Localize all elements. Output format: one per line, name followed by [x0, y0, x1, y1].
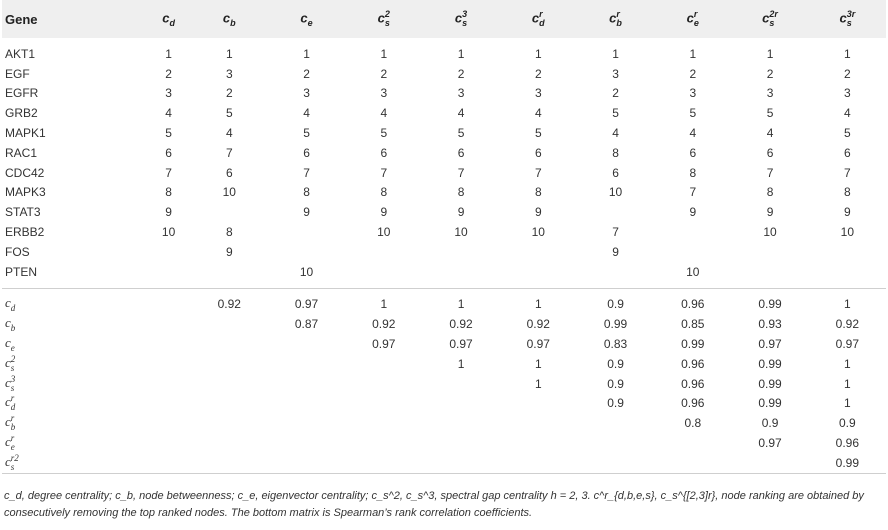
- rank-cell: [422, 242, 499, 262]
- correlation-cell: 0.9: [607, 396, 624, 411]
- matrix-row-label: c d: [5, 295, 16, 314]
- correlation-cell: 1: [843, 356, 851, 371]
- correlation-cell: [654, 453, 731, 473]
- gene-label: EGFR: [5, 86, 39, 101]
- correlation-cell: [268, 354, 345, 374]
- correlation-cell: [268, 413, 345, 433]
- correlation-cell: [191, 433, 268, 453]
- correlation-cell: 0.96: [835, 436, 859, 451]
- correlation-cell: 1: [843, 376, 851, 391]
- header-col-10: c 3r s: [839, 9, 856, 28]
- ranking-section: [2, 38, 886, 288]
- gene-label: MAPK1: [5, 126, 46, 141]
- rank-cell: [577, 262, 654, 282]
- rank-cell: 3: [534, 86, 542, 101]
- correlation-cell: [146, 334, 190, 354]
- table-caption: [4, 488, 882, 522]
- rank-cell: 6: [165, 145, 172, 160]
- correlation-cell: 0.92: [835, 317, 859, 332]
- correlation-cell: [268, 453, 345, 473]
- correlation-cell: 1: [457, 297, 465, 312]
- rank-cell: [268, 242, 345, 262]
- correlation-cell: [500, 413, 577, 433]
- correlation-cell: [268, 394, 345, 414]
- header-gene: Gene: [5, 11, 38, 27]
- gene-label: STAT3: [5, 205, 41, 220]
- header-col-6: c r d: [531, 9, 545, 28]
- rank-cell: [422, 262, 499, 282]
- rank-cell: 10: [377, 225, 391, 240]
- correlation-cell: 0.92: [217, 297, 241, 312]
- correlation-cell: [191, 453, 268, 473]
- matrix-row-label: c 2 s: [5, 353, 16, 373]
- rank-cell: [577, 202, 654, 222]
- rank-cell: 9: [225, 244, 233, 259]
- gene-label: PTEN: [5, 264, 38, 279]
- header-col-5: c 3 s: [454, 9, 468, 28]
- correlation-cell: 0.9: [607, 356, 624, 371]
- table-row: [2, 84, 886, 104]
- correlation-cell: 0.96: [681, 376, 705, 391]
- rank-cell: 10: [531, 225, 545, 240]
- rank-cell: 7: [457, 165, 465, 180]
- rank-cell: 9: [843, 205, 851, 220]
- matrix-row-label: c r e: [5, 433, 15, 453]
- correlation-cell: 0.99: [758, 356, 782, 371]
- correlation-cell: [146, 314, 190, 334]
- correlation-cell: [191, 334, 268, 354]
- rank-cell: 4: [843, 106, 851, 121]
- rank-cell: 9: [534, 205, 542, 220]
- correlation-cell: 0.97: [758, 436, 782, 451]
- rank-cell: 3: [380, 86, 388, 101]
- table-row: [2, 262, 886, 282]
- rank-cell: [345, 262, 422, 282]
- rank-cell: 2: [612, 86, 619, 101]
- rank-cell: 7: [689, 185, 697, 200]
- header-col-2: c b: [222, 10, 236, 28]
- rank-cell: 2: [843, 66, 851, 81]
- rank-cell: [809, 262, 886, 282]
- correlation-cell: 1: [534, 297, 542, 312]
- correlation-cell: [191, 354, 268, 374]
- bottomline-row: [2, 473, 886, 474]
- correlation-cell: [422, 413, 499, 433]
- table-row: [2, 413, 886, 433]
- table-row: [2, 143, 886, 163]
- rank-cell: 4: [612, 126, 619, 141]
- table-row: [2, 314, 886, 334]
- correlation-cell: [577, 413, 654, 433]
- rank-cell: 9: [766, 205, 774, 220]
- correlation-cell: 1: [457, 356, 465, 371]
- rank-cell: 8: [165, 185, 172, 200]
- correlation-cell: 1: [380, 297, 388, 312]
- correlation-cell: [345, 433, 422, 453]
- correlation-cell: [268, 374, 345, 394]
- rank-cell: 7: [225, 145, 233, 160]
- rank-cell: 8: [766, 185, 774, 200]
- rank-cell: 1: [457, 46, 465, 61]
- correlation-cell: [191, 314, 268, 334]
- table-row: [2, 183, 886, 203]
- correlation-cell: [345, 413, 422, 433]
- rank-cell: 6: [689, 145, 697, 160]
- rank-cell: 5: [303, 126, 310, 141]
- rank-cell: [191, 262, 268, 282]
- correlation-cell: [268, 433, 345, 453]
- correlation-cell: [146, 453, 190, 473]
- correlation-cell: 0.9: [761, 416, 779, 431]
- rank-cell: 2: [225, 86, 233, 101]
- rank-cell: 4: [165, 106, 172, 121]
- correlation-cell: [577, 433, 654, 453]
- gene-label: GRB2: [5, 106, 38, 121]
- rank-cell: 4: [766, 126, 774, 141]
- rank-cell: 3: [689, 86, 697, 101]
- rank-cell: 2: [165, 66, 172, 81]
- rank-cell: 3: [612, 66, 619, 81]
- rank-cell: 5: [225, 106, 233, 121]
- gene-label: EGF: [5, 66, 30, 81]
- rank-cell: 2: [380, 66, 388, 81]
- matrix-row-label: c r b: [5, 413, 16, 433]
- rank-cell: 8: [225, 225, 233, 240]
- rank-cell: 2: [689, 66, 697, 81]
- rank-cell: 7: [165, 165, 172, 180]
- rank-cell: 5: [689, 106, 697, 121]
- rank-cell: 9: [380, 205, 388, 220]
- rank-cell: 3: [766, 86, 774, 101]
- correlation-cell: 0.99: [758, 376, 782, 391]
- rank-cell: [268, 222, 345, 242]
- centrality-ranking-table: [2, 0, 886, 474]
- matrix-row-label: c 3 s: [5, 373, 16, 393]
- rank-cell: 7: [766, 165, 774, 180]
- correlation-cell: 0.9: [607, 376, 624, 391]
- correlation-cell: [191, 413, 268, 433]
- rank-cell: 10: [840, 225, 854, 240]
- rank-cell: [731, 242, 808, 262]
- rank-cell: 7: [303, 165, 310, 180]
- rank-cell: 4: [303, 106, 310, 121]
- rank-cell: [500, 262, 577, 282]
- rank-cell: [146, 262, 190, 282]
- rank-cell: [809, 242, 886, 262]
- correlation-cell: 0.99: [603, 317, 628, 332]
- correlation-cell: [268, 334, 345, 354]
- rank-cell: 4: [457, 106, 465, 121]
- correlation-cell: [500, 433, 577, 453]
- matrix-row-label: c e: [5, 335, 15, 354]
- rank-cell: [654, 222, 731, 242]
- correlation-matrix-section: [2, 288, 886, 473]
- rank-cell: 5: [612, 106, 619, 121]
- correlation-cell: [500, 394, 577, 414]
- correlation-cell: [345, 374, 422, 394]
- rank-cell: 8: [457, 185, 465, 200]
- correlation-cell: 0.93: [758, 317, 782, 332]
- rank-cell: [146, 242, 190, 262]
- rank-cell: 10: [608, 185, 623, 200]
- correlation-cell: 0.92: [526, 317, 550, 332]
- table-row: [2, 123, 886, 143]
- rank-cell: 1: [534, 46, 542, 61]
- correlation-cell: [422, 394, 499, 414]
- rank-cell: 1: [766, 46, 774, 61]
- correlation-cell: [146, 354, 190, 374]
- gene-label: FOS: [5, 244, 30, 259]
- correlation-cell: 0.87: [294, 317, 319, 332]
- rank-cell: 1: [380, 46, 388, 61]
- matrix-row-label: c r d: [5, 393, 16, 413]
- correlation-cell: [146, 394, 190, 414]
- correlation-cell: [146, 433, 190, 453]
- correlation-cell: 0.9: [838, 416, 856, 431]
- correlation-cell: 0.96: [681, 297, 705, 312]
- rank-cell: [654, 242, 731, 262]
- caption-line-2: consecutively removing the top ranked nodes. The bottom matrix is Spearman’s rank correlation coefficients.: [4, 507, 533, 519]
- table-row: [2, 242, 886, 262]
- correlation-cell: [146, 295, 190, 315]
- gene-label: RAC1: [5, 145, 38, 160]
- correlation-cell: [146, 413, 190, 433]
- caption-line-1: c_d, degree centrality; c_b, node betweenness; c_e, eigenvector centrality; c_s^2, c_s^3, spectral gap centrality h = 2, 3. c^r_{d,b,e,s}, c_s^{[2,3]r}, node ranking are obtained by: [4, 490, 864, 502]
- rank-cell: 1: [165, 46, 172, 61]
- correlation-cell: 0.96: [681, 396, 705, 411]
- table-row: [2, 374, 886, 394]
- rank-cell: 3: [225, 66, 233, 81]
- rank-cell: 2: [457, 66, 465, 81]
- correlation-cell: [345, 394, 422, 414]
- rank-cell: 6: [534, 145, 542, 160]
- rank-cell: 2: [534, 66, 542, 81]
- rank-cell: 8: [843, 185, 851, 200]
- correlation-cell: 0.97: [372, 337, 396, 352]
- table-row: [2, 163, 886, 183]
- correlation-cell: 0.99: [835, 455, 859, 470]
- correlation-cell: 0.97: [835, 337, 859, 352]
- rank-cell: 7: [534, 165, 542, 180]
- rank-cell: 4: [225, 126, 233, 141]
- correlation-cell: 0.97: [449, 337, 473, 352]
- correlation-cell: 0.99: [758, 297, 782, 312]
- header-col-4: c 2 s: [377, 9, 390, 28]
- correlation-cell: [345, 453, 422, 473]
- rank-cell: 8: [689, 165, 697, 180]
- correlation-cell: 1: [843, 297, 851, 312]
- rank-cell: 7: [380, 165, 388, 180]
- rank-cell: 7: [612, 225, 619, 240]
- correlation-cell: 0.97: [526, 337, 550, 352]
- correlation-cell: [422, 433, 499, 453]
- rank-cell: 2: [766, 66, 774, 81]
- correlation-cell: 1: [843, 396, 851, 411]
- correlation-cell: 0.85: [681, 317, 705, 332]
- rank-cell: 5: [843, 126, 851, 141]
- table-row: [2, 103, 886, 123]
- correlation-cell: 0.97: [294, 297, 319, 312]
- rank-cell: 1: [303, 46, 310, 61]
- rank-cell: 7: [843, 165, 851, 180]
- header-col-9: c 2r s: [762, 9, 778, 28]
- correlation-cell: 0.9: [607, 297, 624, 312]
- correlation-cell: 0.8: [684, 416, 702, 431]
- gene-label: MAPK3: [5, 185, 46, 200]
- rank-cell: 6: [766, 145, 774, 160]
- gene-label: ERBB2: [5, 225, 45, 240]
- correlation-cell: 1: [534, 376, 542, 391]
- rank-cell: 6: [457, 145, 465, 160]
- rank-cell: 10: [161, 225, 176, 240]
- rank-cell: 5: [380, 126, 388, 141]
- correlation-cell: [577, 453, 654, 473]
- rank-cell: 2: [303, 66, 310, 81]
- rank-cell: 3: [303, 86, 310, 101]
- header-col-7: c r b: [609, 9, 622, 28]
- rank-cell: 1: [843, 46, 851, 61]
- rank-cell: 1: [689, 46, 697, 61]
- table-row: [2, 222, 886, 242]
- correlation-cell: [500, 453, 577, 473]
- header-col-1: c d: [162, 10, 175, 28]
- rank-cell: [500, 242, 577, 262]
- correlation-cell: [422, 374, 499, 394]
- table-row: [2, 433, 886, 453]
- correlation-cell: 0.99: [758, 396, 782, 411]
- table-row: [2, 453, 886, 473]
- rank-cell: 6: [612, 165, 619, 180]
- header-row: [2, 0, 886, 38]
- correlation-cell: 0.96: [681, 356, 705, 371]
- rank-cell: 10: [222, 185, 236, 200]
- correlation-cell: [422, 453, 499, 473]
- table-row: [2, 295, 886, 315]
- correlation-cell: [146, 374, 190, 394]
- gene-label: CDC42: [5, 165, 45, 180]
- rank-cell: 10: [454, 225, 468, 240]
- correlation-cell: 0.83: [603, 337, 628, 352]
- rank-cell: 3: [165, 86, 172, 101]
- rank-cell: 5: [457, 126, 465, 141]
- rank-cell: 5: [534, 126, 542, 141]
- gene-label: AKT1: [5, 46, 36, 61]
- rank-cell: 8: [380, 185, 388, 200]
- rank-cell: 5: [165, 126, 172, 141]
- rank-cell: [345, 242, 422, 262]
- rank-cell: 9: [457, 205, 465, 220]
- rank-cell: 9: [165, 205, 172, 220]
- table-row: [2, 44, 886, 64]
- header-col-8: c r e: [686, 9, 699, 28]
- correlation-cell: [191, 394, 268, 414]
- rank-cell: 10: [763, 225, 777, 240]
- correlation-cell: 0.92: [449, 317, 473, 332]
- rank-cell: 4: [380, 106, 388, 121]
- rank-cell: 6: [225, 165, 233, 180]
- correlation-cell: [191, 374, 268, 394]
- correlation-cell: 1: [534, 356, 542, 371]
- matrix-row-label: c b: [5, 315, 16, 334]
- rank-cell: 4: [534, 106, 542, 121]
- correlation-cell: 0.99: [681, 337, 705, 352]
- correlation-cell: [654, 433, 731, 453]
- rank-cell: 10: [686, 264, 700, 279]
- correlation-cell: 0.92: [372, 317, 396, 332]
- table-row: [2, 354, 886, 374]
- rank-cell: 1: [225, 46, 233, 61]
- rank-cell: 4: [689, 126, 697, 141]
- rank-cell: [191, 202, 268, 222]
- table-row: [2, 334, 886, 354]
- rank-cell: 3: [457, 86, 465, 101]
- rank-cell: 10: [299, 264, 314, 279]
- rank-cell: 8: [534, 185, 542, 200]
- correlation-cell: [731, 453, 808, 473]
- rank-cell: 9: [303, 205, 310, 220]
- rank-cell: 5: [766, 106, 774, 121]
- rank-cell: 9: [612, 244, 619, 259]
- correlation-cell: 0.97: [758, 337, 782, 352]
- rank-cell: 8: [612, 145, 619, 160]
- table-row: [2, 394, 886, 414]
- table-row: [2, 202, 886, 222]
- table-row: [2, 64, 886, 84]
- rank-cell: [731, 262, 808, 282]
- rank-cell: 6: [303, 145, 310, 160]
- rank-cell: 6: [843, 145, 851, 160]
- matrix-row-label: c r2 s: [5, 452, 19, 472]
- correlation-cell: [345, 354, 422, 374]
- rank-cell: 9: [689, 205, 697, 220]
- rank-cell: 1: [612, 46, 619, 61]
- header-col-3: c e: [300, 10, 313, 28]
- rank-cell: 3: [843, 86, 851, 101]
- rank-cell: 6: [380, 145, 388, 160]
- rank-cell: 8: [303, 185, 310, 200]
